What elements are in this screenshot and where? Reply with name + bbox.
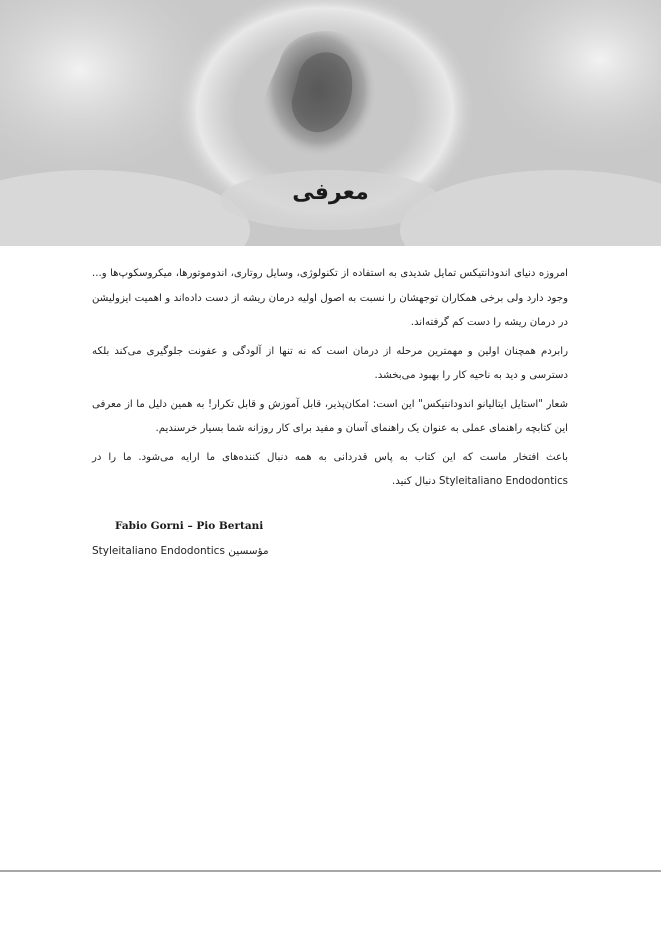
founders-line: [92, 545, 352, 557]
paragraph: رابردم همچنان اولین و مهمترین مرحله از درمان است که نه تنها از آلودگی و عفونت جلوگیری می‌کند بلکه دسترسی و دید به ناحیه کار را بهبود می‌بخشد.: [92, 345, 568, 381]
founders-label: مؤسسین: [228, 545, 269, 557]
brand-name: Styleitaliano Endodontics: [439, 476, 568, 487]
founders-brand: Styleitaliano Endodontics: [92, 545, 225, 557]
paragraph: شعار "استایل ایتالیانو اندودانتیکس" این است: امکان‌پذیر، قابل آموزش و قابل تکرار! به همین دلیل ما از معرفی این کتابچه راهنمای عملی به عنوان یک راهنمای آسان و مفید برای کار روزانه شما بسیار خرسندیم.: [92, 398, 568, 434]
footer-divider: [0, 870, 661, 872]
paragraph: امروزه دنیای اندودانتیکس تمایل شدیدی به استفاده از تکنولوژی، وسایل روتاری، اندوموتورها، میکروسکوپ‌ها و... وجود دارد ولی برخی همکاران توجهشان را نسبت به اصول اولیه درمان ریشه از دست داده‌اند و اهمیت ایزولیشن در درمان ریشه را دست کم گرفته‌اند.: [92, 268, 568, 328]
closing-text: باعث افتخار ماست که این کتاب به پاس قدردانی به همه دنبال کننده‌های ما ارایه می‌شود. ما را در: [92, 451, 568, 463]
page-title: معرفی: [292, 180, 369, 205]
authors: Fabio Gorni – Pio Bertani: [115, 520, 264, 532]
hero-image: [0, 0, 661, 246]
paragraph-closing: [92, 446, 568, 495]
intro-text: [92, 262, 568, 499]
closing-suffix: دنبال کنید.: [391, 476, 436, 487]
tooth-cavity-photo: [0, 0, 661, 246]
